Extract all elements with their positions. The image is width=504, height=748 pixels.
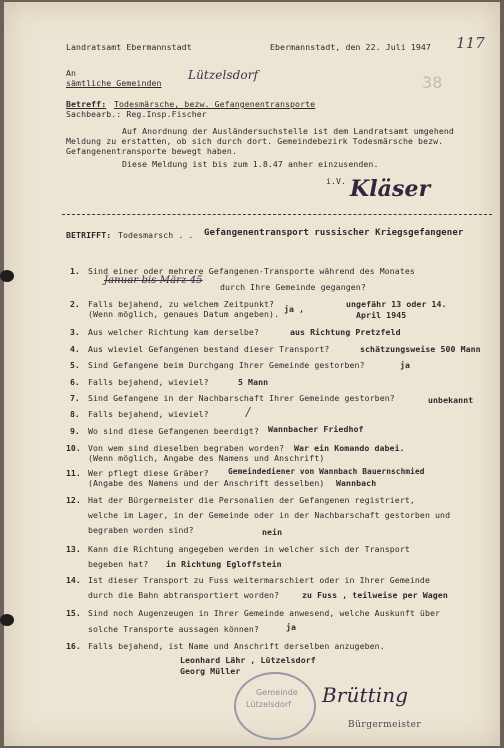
handler: Sachbearb.: Reg.Insp.Fischer bbox=[66, 109, 207, 119]
question-number: 4. bbox=[70, 344, 80, 354]
question-number: 5. bbox=[70, 360, 80, 370]
question-text-cont: welche im Lager, in der Gemeinde oder in der Nachbarschaft gestorben und bbox=[88, 510, 451, 520]
municipal-stamp bbox=[234, 672, 316, 740]
stamp-line-1: Gemeinde bbox=[256, 688, 298, 697]
answer-text-cont: Wannbach bbox=[336, 478, 377, 488]
question-number: 13. bbox=[66, 544, 81, 554]
question-number: 14. bbox=[66, 575, 81, 585]
question-text: Wo sind diese Gefangenen beerdigt? bbox=[88, 426, 259, 436]
body-line-1: Auf Anordnung der Ausländersuchstelle ist dem Landratsamt umgehend bbox=[122, 126, 454, 136]
question-number: 11. bbox=[66, 468, 81, 478]
answer-text: Gemeindediener von Wannbach Bauernschmied bbox=[228, 467, 425, 476]
recipient-line-1: An bbox=[66, 68, 77, 78]
question-text: Sind einer oder mehrere Gefangenen-Transporte während des Monates bbox=[88, 266, 415, 276]
form-title-part-2: Gefangenentransport russischer Kriegsgefangener bbox=[204, 228, 464, 238]
form-title-label: BETRIFFT: bbox=[66, 230, 112, 240]
question-number: 1. bbox=[70, 266, 80, 276]
question-text: Von wem sind dieselben begraben worden? bbox=[88, 443, 285, 453]
question-text: Sind noch Augenzeugen in Ihrer Gemeinde anwesend, welche Auskunft über bbox=[88, 608, 441, 618]
page-number: 117 bbox=[456, 34, 485, 52]
form-title-part-1: Todesmarsch . . bbox=[118, 230, 194, 240]
question-text-cont: (Angabe des Namens und der Anschrift desselben) bbox=[88, 478, 325, 488]
body-line-3: Gefangenentransporte bewegt haben. bbox=[66, 146, 237, 156]
answer-text: ja , bbox=[284, 304, 305, 314]
question-text: Falls bejahend, wieviel? bbox=[88, 377, 209, 387]
answer-text: aus Richtung Pretzfeld bbox=[290, 327, 401, 337]
answer-text: in Richtung Egloffstein bbox=[166, 559, 282, 569]
place-date: Ebermannstadt, den 22. Juli 1947 bbox=[270, 42, 431, 52]
question-number: 16. bbox=[66, 641, 81, 651]
subject: Todesmärsche, bezw. Gefangenentransporte bbox=[114, 99, 316, 109]
question-text: Hat der Bürgermeister die Personalien der Gefangenen registriert, bbox=[88, 495, 415, 505]
subject-label: Betreff: bbox=[66, 99, 107, 109]
answer-text: ungefähr 13 oder 14. bbox=[346, 299, 447, 309]
question-text-cont: (Wenn möglich, Angabe des Namens und Anschrift) bbox=[88, 453, 325, 463]
question-number: 12. bbox=[66, 495, 81, 505]
question-number: 2. bbox=[70, 299, 80, 309]
question-number: 15. bbox=[66, 608, 81, 618]
handwritten-answer: Januar bis März 45 bbox=[104, 275, 203, 286]
answer-text: ja bbox=[286, 622, 297, 632]
question-text: Falls bejahend, zu welchem Zeitpunkt? bbox=[88, 299, 275, 309]
question-text-cont: begeben hat? bbox=[88, 559, 149, 569]
question-text-cont: durch Ihre Gemeinde gegangen? bbox=[220, 282, 366, 292]
question-text-cont: begraben worden sind? bbox=[88, 525, 194, 535]
question-number: 8. bbox=[70, 409, 80, 419]
officer-signature: Kläser bbox=[350, 176, 431, 202]
answer-text-cont: April 1945 bbox=[356, 310, 407, 320]
answer-text: schätzungsweise 500 Mann bbox=[360, 344, 481, 354]
pencil-number: 38 bbox=[422, 73, 443, 92]
recipient-handwritten: Lützelsdorf bbox=[188, 68, 259, 82]
question-number: 6. bbox=[70, 377, 80, 387]
document-page bbox=[4, 2, 500, 746]
question-text-cont: solche Transporte aussagen können? bbox=[88, 624, 259, 634]
question-number: 10. bbox=[66, 443, 81, 453]
punch-hole-top bbox=[0, 270, 14, 282]
iv-label: i.V. bbox=[326, 176, 347, 186]
question-number: 7. bbox=[70, 393, 80, 403]
question-number: 3. bbox=[70, 327, 80, 337]
witness-1: Leonhard Lähr , Lützelsdorf bbox=[180, 655, 316, 665]
stamp-line-2: Lützelsdorf bbox=[246, 700, 292, 709]
mayor-title: Bürgermeister bbox=[348, 720, 422, 730]
question-text: Falls bejahend, ist Name und Anschrift derselben anzugeben. bbox=[88, 641, 385, 651]
answer-text: ja bbox=[400, 360, 411, 370]
question-text-cont: durch die Bahn abtransportiert worden? bbox=[88, 590, 280, 600]
question-text-cont: (Wenn möglich, genaues Datum angeben). bbox=[88, 309, 280, 319]
recipient-line-2: sämtliche Gemeinden bbox=[66, 78, 162, 88]
body-line-4: Diese Meldung ist bis zum 1.8.47 anher einzusenden. bbox=[122, 159, 379, 169]
question-text: Sind Gefangene beim Durchgang Ihrer Gemeinde gestorben? bbox=[88, 360, 365, 370]
question-text: Wer pflegt diese Gräber? bbox=[88, 468, 209, 478]
answer-text: unbekannt bbox=[428, 395, 474, 405]
separator-line bbox=[62, 214, 492, 215]
answer-text: nein bbox=[262, 527, 283, 537]
question-text: Ist dieser Transport zu Fuss weitermarschiert oder in Ihrer Gemeinde bbox=[88, 575, 430, 585]
question-text: Aus welcher Richtung kam derselbe? bbox=[88, 327, 259, 337]
question-number: 9. bbox=[70, 426, 80, 436]
question-text: Falls bejahend, wieviel? bbox=[88, 409, 209, 419]
body-line-2: Meldung zu erstatten, ob sich durch dort. Gemeindebezirk Todesmärsche bezw. bbox=[66, 136, 444, 146]
question-text: Aus wieviel Gefangenen bestand dieser Transport? bbox=[88, 344, 330, 354]
answer-text: War ein Komando dabei. bbox=[294, 443, 405, 453]
answer-text: Wannbacher Friedhof bbox=[268, 424, 364, 434]
answer-text: zu Fuss , teilweise per Wagen bbox=[302, 590, 448, 600]
answer-text: 5 Mann bbox=[238, 377, 269, 387]
mayor-signature: Brütting bbox=[322, 683, 409, 707]
answer-text: / bbox=[246, 405, 251, 419]
question-text: Sind Gefangene in der Nachbarschaft Ihrer Gemeinde gestorben? bbox=[88, 393, 395, 403]
witness-2: Georg Müller bbox=[180, 666, 241, 676]
punch-hole-bottom bbox=[0, 614, 14, 626]
office-name: Landratsamt Ebermannstadt bbox=[66, 42, 192, 52]
question-text: Kann die Richtung angegeben werden in welcher sich der Transport bbox=[88, 544, 410, 554]
